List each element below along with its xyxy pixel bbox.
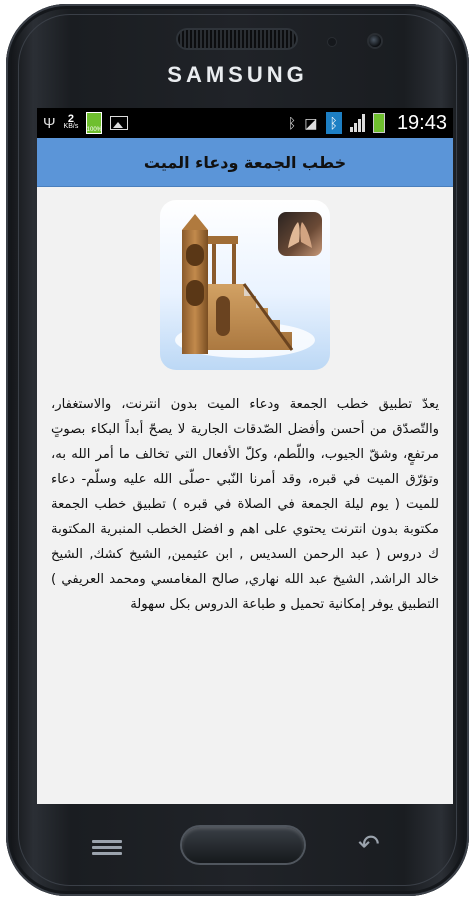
bluetooth-icon: ᛒ	[287, 115, 297, 131]
status-bar	[37, 108, 453, 138]
mute-icon: ◪	[304, 114, 318, 131]
home-button[interactable]	[182, 827, 304, 863]
battery-icon	[86, 112, 102, 134]
earpiece-speaker	[178, 30, 296, 48]
praying-hands-icon	[278, 212, 322, 256]
app-description: يعدّ تطبيق خطب الجمعة ودعاء الميت بدون انترنت، والاستغفار، والتّصدّق من أحسن وأفضل الصّدقات الجارية لا يصحّ أبداً البكاء بصوتٍ مرتفعٍ، وشقّ الجيوب، واللّطم، وكلّ الأفعال التي تخالف ما أمر الله به، وتؤرّق الميت في قبره، وقد أمرنا النّبي -صلّى الله عليه وسلّم- دعاء للميت ( يوم ليلة الجمعة في الصلاة في قبره ) تطبيق خطب الجمعة مكتوبة بدون انترنت يحتوي على اهم و افضل الخطب المنبرية المكتوبة ك دروس ( عبد الرحمن السديس , ابن عثيمين, الشيخ كشك, الشيخ خالد الراشد, الشيخ عبد الله نهاري, صالح المغامسي ومحمد العريفي ) التطبيق يوفر إمكانية تحميل و طباعة الدروس بكل سهولة	[51, 397, 439, 612]
app-title-bar	[37, 138, 453, 187]
menu-key[interactable]	[92, 837, 122, 855]
battery-icon	[373, 113, 385, 133]
back-key-icon[interactable]: ↶	[358, 830, 380, 860]
screen	[37, 108, 453, 804]
front-camera	[369, 35, 381, 47]
clock: 19:43	[396, 111, 447, 134]
page-title: خطب الجمعة ودعاء الميت	[143, 152, 347, 172]
signal-icon	[350, 114, 365, 132]
phone-frame	[6, 4, 469, 896]
proximity-sensor	[328, 38, 336, 46]
net-speed: 2	[67, 113, 74, 125]
network-speed-icon	[64, 115, 79, 131]
battery-label: 100%	[86, 127, 103, 133]
app-icon-minbar	[160, 200, 330, 370]
content-area	[37, 187, 453, 625]
image-icon	[110, 116, 128, 130]
net-unit: KB/s	[63, 123, 79, 130]
usb-icon: Ψ	[43, 114, 56, 132]
brand-logo: SAMSUNG	[167, 62, 308, 87]
bluetooth-active-icon: ᛒ	[326, 112, 342, 134]
